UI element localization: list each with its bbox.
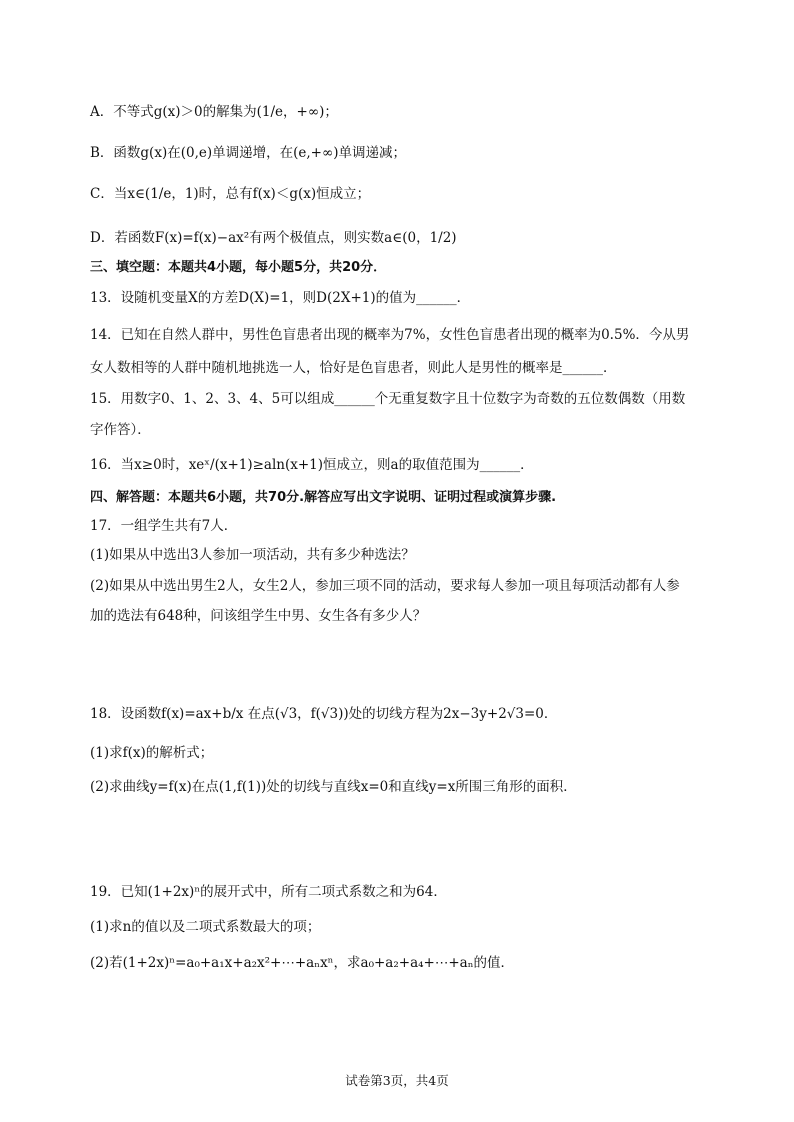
question-17: 17．一组学生共有7人． — [90, 518, 238, 534]
page-footer: 试卷第3页，共4页 — [345, 1073, 449, 1088]
question-19-part-2: (2)若(1+2x)ⁿ=a₀+a₁x+a₂x²+⋯+aₙxⁿ，求a₀+a₂+a₄+⋯+aₙ的值． — [90, 955, 515, 971]
question-13: 13．设随机变量X的方差D(X)=1，则D(2X+1)的值为______． — [90, 290, 471, 306]
question-17-part-1: (1)如果从中选出3人参加一项活动，共有多少种选法？ — [90, 547, 415, 563]
question-18: 18．设函数f(x)=ax+b/x 在点(√3，f(√3))处的切线方程为2x−3y+2√3=0． — [90, 706, 558, 722]
option-a: A．不等式g(x)＞0的解集为(1/e，+∞)； — [90, 104, 338, 120]
question-14-line-1: 14．已知在自然人群中，男性色盲患者出现的概率为7%，女性色盲患者出现的概率为0.5%．今从男 — [90, 327, 690, 343]
question-19-part-1: (1)求n的值以及二项式系数最大的项； — [90, 919, 321, 935]
question-15-line-1: 15．用数字0、1、2、3、4、5可以组成______个无重复数字且十位数字为奇数的五位数偶数（用数 — [90, 391, 686, 407]
question-18-part-2: (2)求曲线y=f(x)在点(1,f(1))处的切线与直线x=0和直线y=x所围三角形的面积． — [90, 779, 577, 795]
question-17-part-2-line-1: (2)如果从中选出男生2人，女生2人，参加三项不同的活动，要求每人参加一项且每项活动都有人参 — [90, 578, 680, 594]
section-heading-answer: 四、解答题：本题共6小题，共70分.解答应写出文字说明、证明过程或演算步骤. — [90, 490, 557, 505]
option-d: D．若函数F(x)=f(x)−ax²有两个极值点，则实数a∈(0，1/2) — [90, 230, 457, 246]
option-c: C．当x∈(1/e，1)时，总有f(x)＜g(x)恒成立； — [90, 186, 371, 202]
question-15-line-2: 字作答）． — [90, 422, 151, 438]
question-16: 16．当x≥0时，xeˣ/(x+1)≥aln(x+1)恒成立，则a的取值范围为______． — [90, 457, 534, 473]
question-17-part-2-line-2: 加的选法有648种，问该组学生中男、女生各有多少人？ — [90, 608, 427, 624]
question-18-part-1: (1)求f(x)的解析式； — [90, 745, 214, 761]
question-14-line-2: 女人数相等的人群中随机地挑选一人，恰好是色盲患者，则此人是男性的概率是______． — [90, 360, 617, 376]
question-19: 19．已知(1+2x)ⁿ的展开式中，所有二项式系数之和为64． — [90, 884, 447, 900]
section-heading-fill-in: 三、填空题：本题共4小题，每小题5分，共20分． — [90, 260, 387, 275]
option-b: B．函数g(x)在(0,e)单调递增，在(e,+∞)单调递减； — [90, 145, 406, 161]
